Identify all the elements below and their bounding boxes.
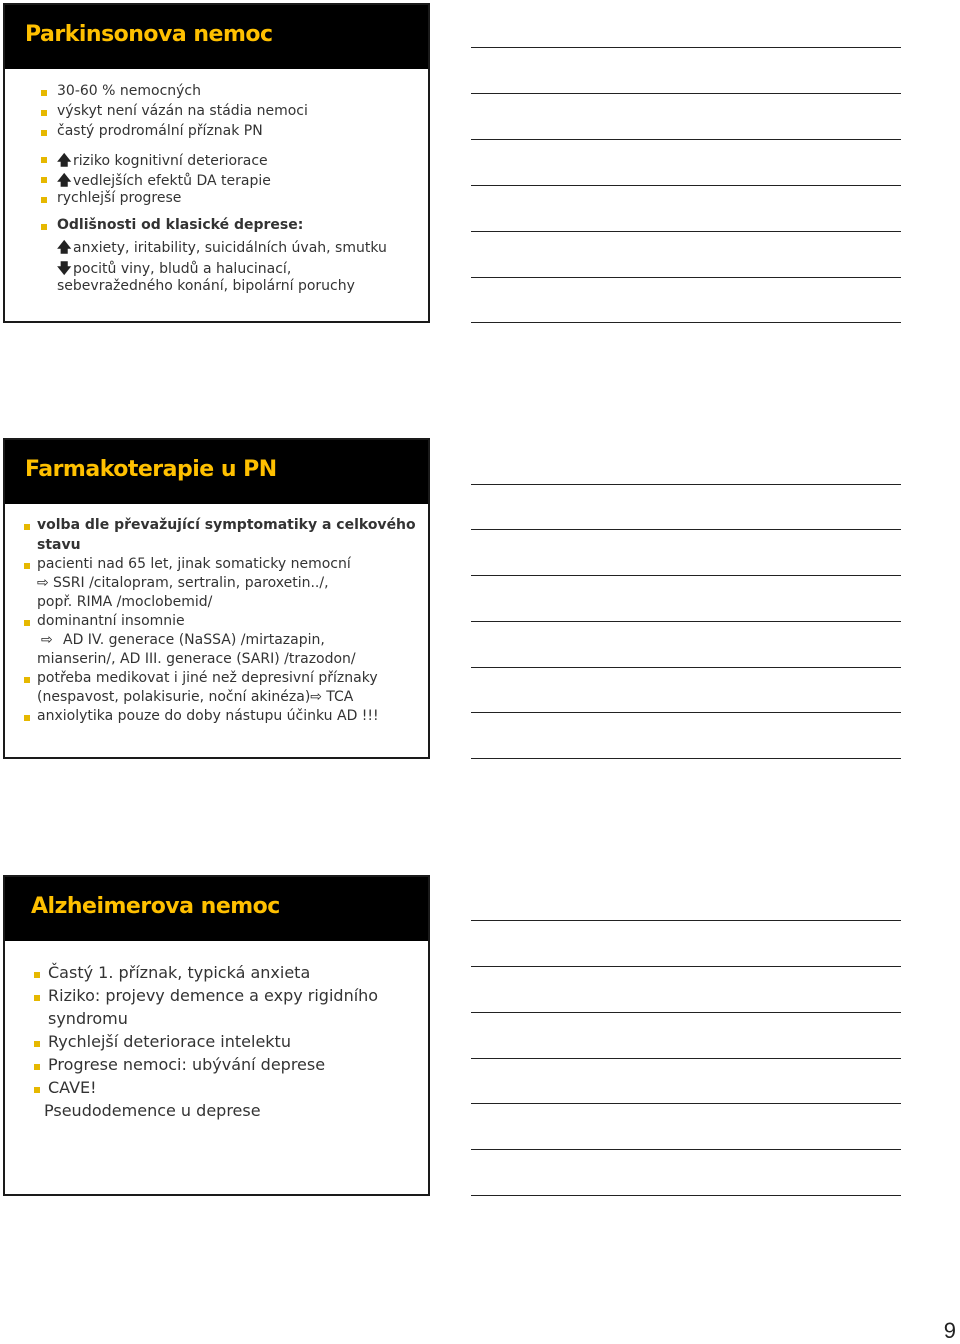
list-item-text: (nespavost, polakisurie, noční akinéza) [37,689,311,705]
list-item: popř. RIMA /moclobemid/ [37,594,213,610]
list-item: potřeba medikovat i jiné než depresivní příznaky [37,670,378,686]
list-item: Odlišnosti od klasické deprese: [57,217,304,233]
slide-title: Farmakoterapie u PN [25,457,277,482]
list-item: Progrese nemoci: ubývání deprese [48,1055,326,1074]
note-line [471,93,901,94]
bullet-icon [24,677,30,683]
open-arrow-icon: ⇨ [310,689,323,705]
note-line [471,529,901,530]
list-item: Rychlejší deteriorace intelektu [48,1032,291,1051]
note-line [471,712,901,713]
arrow-up-icon: 🡅 [57,173,72,189]
bullet-icon [41,224,47,230]
list-item: Riziko: projevy demence a expy rigidního [48,986,379,1005]
bullet-icon [41,130,47,136]
list-item: volba dle převažující symptomatiky a celkového [37,517,416,533]
slide-title: Alzheimerova nemoc [31,894,280,919]
list-item-text: SSRI /citalopram, sertralin, paroxetin../, [53,575,329,591]
note-line [471,139,901,140]
bullet-icon [41,157,47,163]
slide-alzheimer [3,875,430,1196]
list-item: 30-60 % nemocných [57,83,201,99]
note-line [471,322,901,323]
list-item-text: riziko kognitivní deteriorace [73,153,268,169]
list-item: CAVE! [48,1078,97,1097]
bullet-icon [34,995,40,1001]
note-line [471,1012,901,1013]
list-item [37,689,353,705]
list-item: častý prodromální příznak PN [57,123,263,139]
list-item: pacienti nad 65 let, jinak somaticky nemocní [37,556,351,572]
arrow-down-icon: 🡇 [57,261,72,277]
bullet-icon [41,110,47,116]
note-line [471,1149,901,1150]
open-arrow-icon: ⇨ [37,575,49,591]
list-item-text: AD IV. generace (NaSSA) /mirtazapin, [63,632,325,648]
page-number: 9 [943,1318,956,1343]
list-item-text: anxiety, iritability, suicidálních úvah, smutku [73,240,387,256]
bullet-icon [24,620,30,626]
bullet-icon [41,197,47,203]
list-item: výskyt není vázán na stádia nemoci [57,103,308,119]
note-line [471,47,901,48]
note-line [471,1195,901,1196]
bullet-icon [34,1087,40,1093]
bullet-icon [41,90,47,96]
slide-header [5,440,428,504]
list-item: Častý 1. příznak, typická anxieta [48,963,311,982]
note-line [471,621,901,622]
list-item: syndromu [48,1009,128,1028]
bullet-icon [24,715,30,721]
note-line [471,920,901,921]
note-line [471,1103,901,1104]
list-item: Pseudodemence u deprese [44,1101,261,1120]
note-line [471,277,901,278]
open-arrow-icon: ⇨ [41,632,53,648]
list-item-text: TCA [326,689,354,705]
note-line [471,966,901,967]
arrow-up-icon: 🡅 [57,240,72,256]
bullet-icon [24,563,30,569]
note-line [471,484,901,485]
list-item: rychlejší progrese [57,190,182,206]
list-item [41,632,325,648]
slide-header [5,5,428,69]
note-line [471,758,901,759]
arrow-up-icon: 🡅 [57,153,72,169]
slide-parkinson [3,3,430,323]
list-item-text: vedlejších efektů DA terapie [73,173,271,189]
list-item: sebevražedného konání, bipolární poruchy [57,278,355,294]
list-item [37,575,329,591]
bullet-icon [34,1064,40,1070]
bullet-icon [34,972,40,978]
note-line [471,575,901,576]
bullet-icon [41,177,47,183]
note-line [471,185,901,186]
note-line [471,231,901,232]
note-line [471,1058,901,1059]
bullet-icon [34,1041,40,1047]
slide-header [5,877,428,941]
list-item: anxiolytika pouze do doby nástupu účinku AD !!! [37,708,379,724]
slide-pharmacotherapy [3,438,430,759]
list-item: dominantní insomnie [37,613,185,629]
list-item-text: pocitů viny, bludů a halucinací, [73,261,292,277]
note-line [471,667,901,668]
bullet-icon [24,524,30,530]
slide-title: Parkinsonova nemoc [25,22,273,47]
list-item: stavu [37,537,81,553]
list-item: mianserin/, AD III. generace (SARI) /trazodon/ [37,651,356,667]
